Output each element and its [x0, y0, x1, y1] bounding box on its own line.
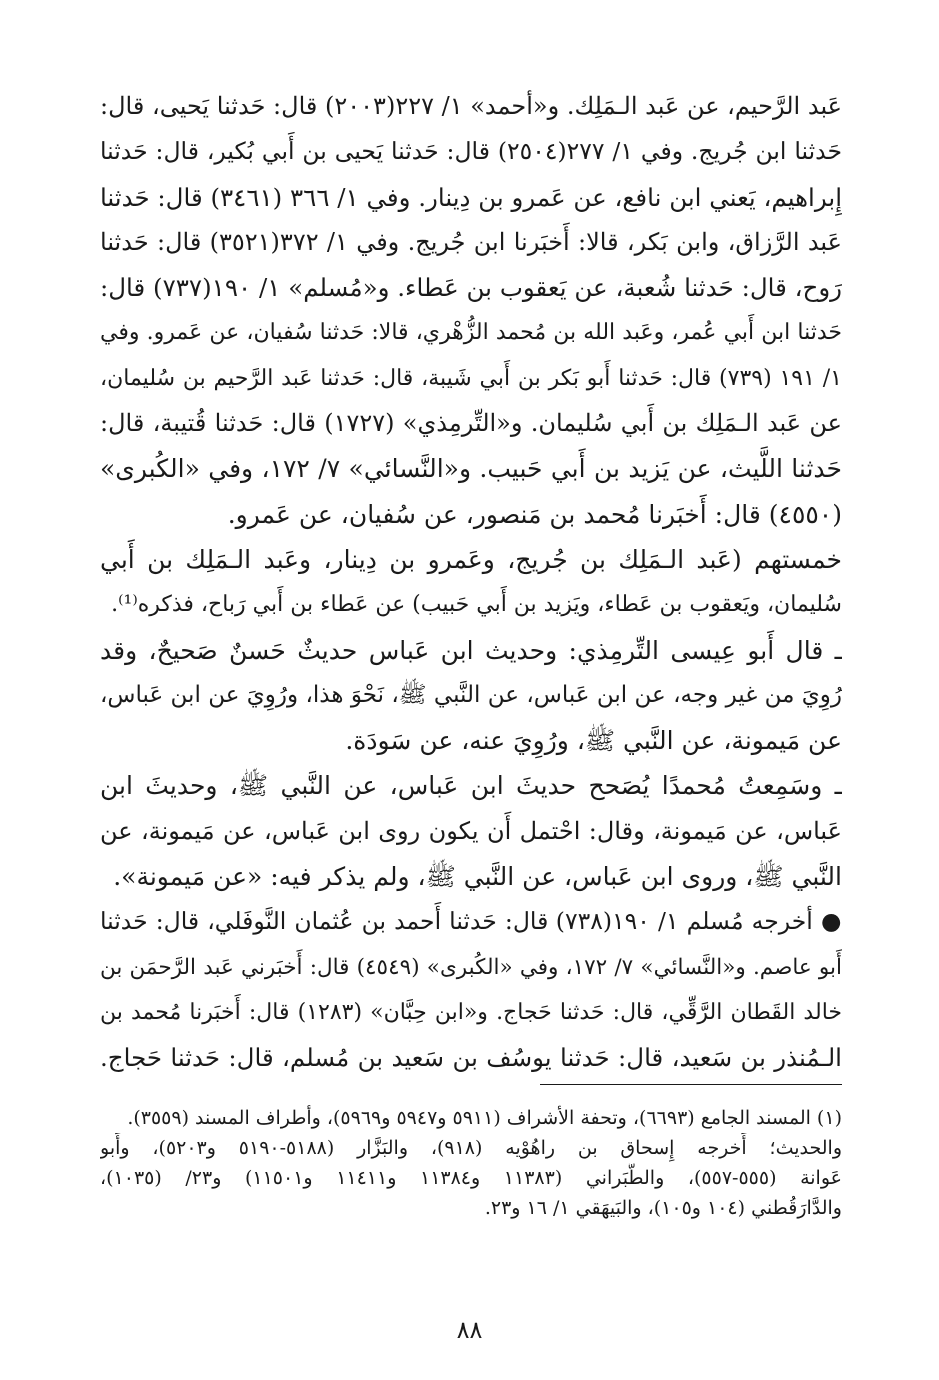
text-line: أَبو عاصم. و«النَّسائي» ٧/ ١٧٢، وفي «الكُبرى» (٤٥٤٩) قال: أَخبَرني عَبد الرَّحمَن بن — [100, 954, 842, 980]
text-line: عَبد الرَّحيم، عن عَبد الـمَلِك. و«أحمد» ١/ ٢٢٧(٢٠٠٣) قال: حَدثنا يَحيى، قال: — [100, 92, 842, 120]
text-line: سُليمان، ويَعقوب بن عَطاء، ويَزيد بن أَبي حَبيب) عن عَطاء بن أَبي رَباح، فذكره⁽¹⁾. — [111, 592, 842, 618]
text-line: ١/ ١٩١ (٧٣٩) قال: حَدثنا أَبو بَكر بن أَبي شَيبة، قال: حَدثنا عَبد الرَّحيم بن سُليمان، — [100, 365, 842, 391]
text-line: حَدثنا ابن أَبي عُمر، وعَبد الله بن مُحمد الزُّهْري، قالا: حَدثنا سُفيان، عن عَمرو. وفي — [100, 320, 842, 346]
text-line: (٤٥٥٠) قال: أَخبَرنا مُحمد بن مَنصور، عن سُفيان، عن عَمرو. — [227, 499, 842, 529]
text-line: خالد القَطان الرَّقِّي، قال: حَدثنا حَجاج. و«ابن حِبَّان» (١٢٨٣) قال: أَخبَرنا مُحمد بن — [100, 999, 842, 1025]
text-line: حَدثنا اللَّيث، عن يَزيد بن أَبي حَبيب. و«النَّسائي» ٧/ ١٧٢، وفي «الكُبرى» — [100, 454, 842, 484]
text-line: الـمُنذر بن سَعيد، قال: حَدثنا يوسُف بن سَعيد بن مُسلم، قال: حَدثنا حَجاج. — [100, 1043, 842, 1073]
footnote-line: والدَّارَقُطني (١٠٤ و١٠٥)، والبَيهَقي ١/ ١٦ و٢٣. — [484, 1197, 842, 1219]
text-line: رُوِيَ من غير وجه، عن ابن عَباس، عن النَّبي ﷺ، نَحْوَ هذا، ورُوِيَ عن ابن عَباس، — [100, 681, 842, 708]
text-line: النَّبي ﷺ، وروى ابن عَباس، عن النَّبي ﷺ، ولم يذكر فيه: «عن مَيمونة». — [113, 862, 842, 892]
footnote-line: (١) المسند الجامع (٦٦٩٣)، وتحفة الأشراف (٥٩١١ و٥٩٤٧ و٥٩٦٩)، وأطراف المسند (٣٥٥٩). — [127, 1107, 842, 1129]
text-line: خمستهم (عَبد الـمَلِك بن جُريج، وعَمرو بن دِينار، وعَبد الـمَلِك بن أَبي — [100, 544, 842, 574]
text-line: ـ وسَمِعتُ مُحمدًا يُصَحح حديثَ ابن عَباس، عن النَّبي ﷺ، وحديثَ ابن — [100, 771, 842, 801]
text-line: ● أخرجه مُسلم ١/ ١٩٠(٧٣٨) قال: حَدثنا أَحمد بن عُثمان النَّوفَلي، قال: حَدثنا — [100, 907, 842, 936]
text-line: عَبد الرَّزاق، وابن بَكر، قالا: أَخبَرنا ابن جُريج. وفي ١/ ٣٧٢(٣٥٢١) قال: حَدثنا — [100, 227, 842, 256]
footnote-line: والحديث؛ أَخرجه إِسحاق بن راهُوْيه (٩١٨)، والبَزَّار (٥١٨٨-٥١٩٠ و٥٢٠٣)، وأَبو — [100, 1137, 842, 1159]
main-text-body — [100, 84, 842, 1081]
text-line: ـ قال أَبو عِيسى التِّرمِذي: وحديث ابن عَباس حديثٌ حَسنٌ صَحيحٌ، وقد — [100, 635, 842, 665]
footnote-line: عَوانة (٥٥٥-٥٥٧)، والطَّبَراني (١١٣٨٣ و١١٣٨٤ و١١٤١١ و١١٥٠١) و٢٣/ (١٠٣٥)، — [100, 1167, 842, 1189]
footnote-divider — [540, 1084, 842, 1085]
text-line: رَوح، قال: حَدثنا شُعبة، عن يَعقوب بن عَطاء. و«مُسلم» ١/ ١٩٠(٧٣٧) قال: — [100, 273, 842, 303]
text-line: عَباس، عن مَيمونة، وقال: احْتمل أَن يكون روى ابن عَباس، عن مَيمونة، عن — [100, 816, 842, 845]
text-line: عن عَبد الـمَلِك بن أَبي سُليمان. و«التِّرمِذي» (١٧٢٧) قال: حَدثنا قُتيبة، قال: — [100, 409, 842, 438]
text-line: حَدثنا ابن جُريج. وفي ١/ ٢٧٧(٢٥٠٤) قال: حَدثنا يَحيى بن أَبي بُكير، قال: حَدثنا — [100, 137, 842, 166]
page-number: ٨٨ — [456, 1316, 483, 1344]
text-line: إِبراهيم، يَعني ابن نافع، عن عَمرو بن دِينار. وفي ١/ ٣٦٦ (٣٤٦١) قال: حَدثنا — [100, 182, 842, 212]
footnotes — [100, 1103, 842, 1223]
text-line: عن مَيمونة، عن النَّبي ﷺ، ورُوِيَ عنه، عن سَودَة. — [345, 726, 842, 756]
